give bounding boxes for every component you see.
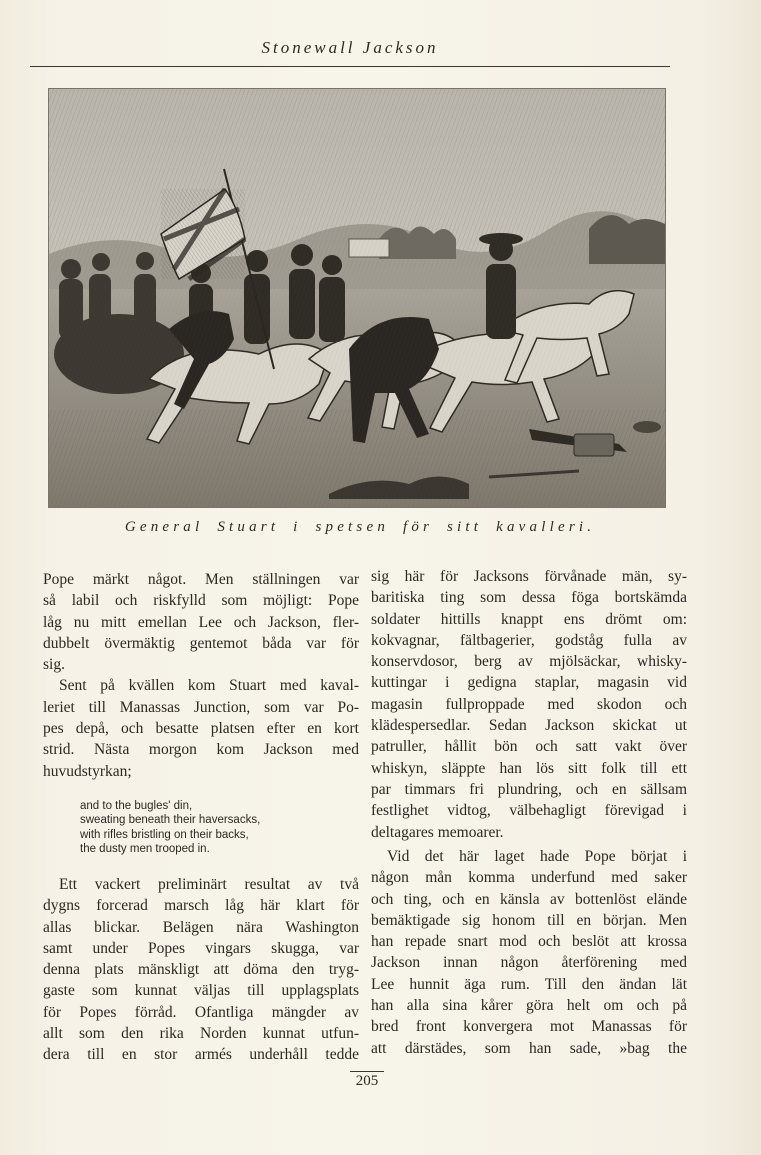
right-column [371,566,687,843]
text-line: han repade snart mod och beslöt att krossa [371,933,687,951]
header-rule [30,66,670,67]
text-line: par timmars fri plundring, och en sällsam [371,780,687,798]
verse-line: and to the bugles' din, [80,800,193,812]
text-line: soldater hittills knappt ens drömt om: [371,610,687,628]
text-line: och ting, och en känsla av bottenlöst elände [371,890,687,908]
illustration-caption: General Stuart i spetsen för sitt kavalleri. [124,519,596,535]
text-line: sig här för Jacksons förvånade män, sy- [371,568,687,585]
text-line: Jackson innan någon återförening med [371,954,687,972]
text-line: dera till en stor armés underhåll tedde [43,1046,359,1064]
verse-line: the dusty men trooped in. [80,843,210,856]
text-line: deltagares memoarer. [371,823,504,841]
verse-quote [80,799,340,857]
text-line: whiskyn, släppte han lös sitt folk till ett [371,759,687,777]
left-column [43,569,359,782]
page-number: 205 [355,1073,379,1089]
text-line: strid. Nästa morgon kom Jackson med [43,741,359,759]
left-column-continued [43,874,359,1066]
verse-line: with rifles bristling on their backs, [80,828,249,841]
text-line: samt under Popes vingars skugga, var [43,939,359,957]
text-line: Ett vackert preliminärt resultat av två [59,876,359,893]
text-line: huvudstyrkan; [43,762,132,780]
text-line: någon mån komma underfund med saker [371,869,687,887]
text-line: kuttingar i gedigna staplar, magasin vid [371,674,687,692]
text-line: för Popes förråd. Ofantliga mängder av [43,1003,359,1021]
text-line: Sent på kvällen kom Stuart med kaval- [59,677,359,695]
text-line: så labil och riskfylld som möjligt: Pope [43,592,359,610]
text-line: att därstädes, som han sade, »bag the [371,1039,687,1057]
text-line: dubbelt övermäktig gentemot båda var för [43,634,359,652]
running-title: Stonewall Jackson [261,38,439,57]
text-line: denna plats mänskligt att döma den tryg- [43,961,359,979]
text-line: konservdosor, berg av mjölsäckar, whisky- [371,653,687,671]
text-line: allt som den rika Norden kunnat utfun- [43,1025,359,1043]
text-line: han alla sina kårer göra helt om och på [371,997,687,1015]
text-line: Lee hunnit äga rum. Till den ändan lät [371,975,687,993]
text-line: magasin fullproppade med skodon och [371,695,687,713]
text-line: pes depå, och besatte platsen efter en kort [43,720,359,738]
text-line: dygns forcerad marsch låg här klart för [43,897,359,915]
text-line: festlighet vidtog, välbehagligt förevigad i [371,802,687,820]
text-line: gaste som kunnat väljas till upplagsplats [43,982,359,1000]
text-line: Pope märkt något. Men ställningen var [43,571,359,588]
text-line: leriet till Manassas Junction, som var Po- [43,698,359,716]
text-line: bemäktigade sig honom till en början. Men [371,911,687,929]
right-column-paragraph-2 [371,846,687,1059]
text-line: patruller, hållit bön och satt vakt över [371,738,687,756]
text-line: låg nu mitt emellan Lee och Jackson, fler- [43,613,359,631]
verse-line: sweating beneath their haversacks, [80,814,261,827]
folio-rule [350,1071,384,1072]
text-line: baritiska ting som dessa föga bortskämda [371,589,687,607]
text-line: kokvagnar, fältbagerier, godståg fulla av [371,631,687,649]
text-line: bred front konvergera mot Manassas för [371,1018,687,1036]
text-line: sig. [43,656,65,674]
text-line: allas blickar. Belägen nära Washington [43,918,359,936]
text-line: Vid det här laget hade Pope börjat i [387,848,687,865]
text-line: klädespersedlar. Sedan Jackson skickat ut [371,717,687,735]
cavalry-engraving [48,88,666,508]
